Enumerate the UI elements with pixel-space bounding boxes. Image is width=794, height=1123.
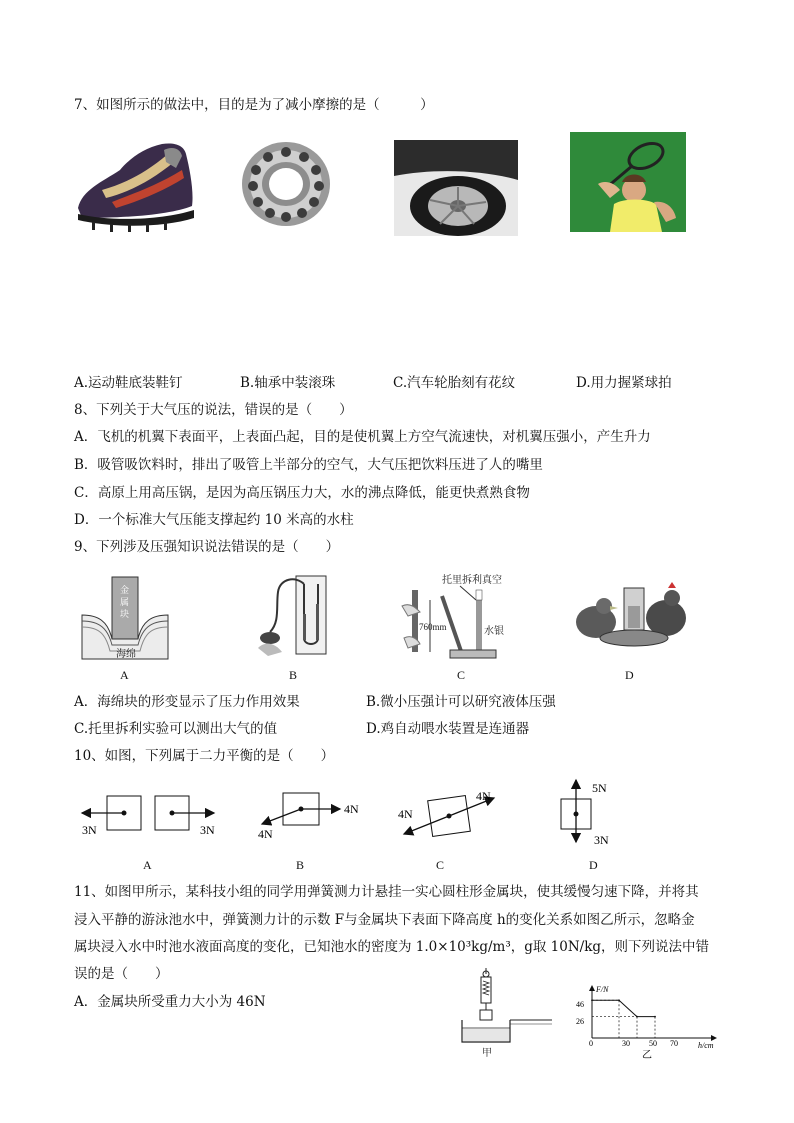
q7-option-a: A.运动鞋底装鞋钉 [74,375,183,391]
q10-diagram-d [561,780,609,846]
q10-diagram-a [82,796,215,837]
q11-figure-yi-graph [570,982,730,1062]
q9-figure-label-a: A [120,668,129,682]
q9-figure-label-c: C [457,668,466,682]
graph-x-tick-70: 70 [670,1039,678,1048]
q11-stem-line-3: 属块浸入水中时池水液面高度的变化，已知池水的密度为 1.0×10³kg/m³，g取 10N/kg，则下列说法中错 [74,939,710,955]
q11-stem-line-2: 浸入平静的游泳池水中，弹簧测力计的示数 F与金属块下表面下降高度 h的变化关系如图乙所示，忽略金 [74,912,695,928]
q9-figure-a [80,575,170,661]
q9-c-vacuum-label: 托里拆利真空 [442,575,502,586]
q10-stem: 10、如图，下列属于二力平衡的是（ ） [74,748,335,764]
q8-option-c: C．高原上用高压锅，是因为高压锅压力大，水的沸点降低，能更快煮熟食物 [74,485,530,501]
tennis-player-photo [570,132,686,232]
graph-y-tick-46: 46 [576,1000,584,1009]
q10-figure-label-c: C [436,858,445,872]
q11-option-a: A．金属块所受重力大小为 46N [74,994,266,1010]
graph-point-2 [636,1016,638,1018]
q10-figure-label-d: D [589,858,598,872]
graph-x-tick-30: 30 [622,1039,630,1048]
q10-figure-label-b: B [296,858,305,872]
q9-option-a: A．海绵块的形变显示了压力作用效果 [74,694,300,710]
q8-stem: 8、下列关于大气压的说法，错误的是（ ） [74,402,353,418]
q9-figure-label-b: B [289,668,298,682]
q10-force-diagrams [0,776,794,846]
q8-option-a: A．飞机的机翼下表面平，上表面凸起，目的是使机翼上方空气流速快，对机翼压强小，产生升力 [74,429,651,445]
q11-stem-line-4: 误的是（ ） [74,966,169,982]
q7-option-c: C.汽车轮胎刻有花纹 [393,375,516,391]
q11-stem-line-1: 11、如图甲所示，某科技小组的同学用弹簧测力计悬挂一实心圆柱形金属块，使其缓慢匀速下降，并将其 [74,884,699,900]
q10-d-up-force: 5N [592,781,607,795]
graph-series-line [592,1000,655,1016]
q9-option-b: B.微小压强计可以研究液体压强 [366,694,556,710]
q8-option-b: B．吸管吸饮料时，排出了吸管上半部分的空气，大气压把饮料压进了人的嘴里 [74,457,543,473]
q9-figure-label-d: D [625,668,634,682]
q10-figure-label-a: A [143,858,152,872]
ball-bearing-photo [236,136,336,232]
q10-b-left-force: 4N [258,827,273,841]
q10-diagram-c [398,789,494,836]
graph-x-axis-label: h/cm [698,1041,714,1050]
q7-option-b: B.轴承中装滚珠 [240,375,336,391]
graph-x-tick-50: 50 [649,1039,657,1048]
q9-option-d: D.鸡自动喂水装置是连通器 [366,721,530,737]
q9-a-block-char3: 块 [120,609,130,619]
q11-jia-label: 甲 [482,1048,492,1058]
q7-option-d: D.用力握紧球拍 [576,375,672,391]
graph-y-axis-label: F/N [596,985,609,994]
q10-b-right-force: 4N [344,802,359,816]
q10-d-down-force: 3N [594,833,609,846]
sneaker-spikes-photo [72,140,200,232]
q7-stem: 7、如图所示的做法中，目的是为了减小摩擦的是（ ） [74,97,434,113]
graph-point-1 [618,999,620,1001]
graph-y-tick-26: 26 [576,1017,584,1026]
q9-option-c: C.托里拆利实验可以测出大气的值 [74,721,278,737]
q9-stem: 9、下列涉及压强知识说法错误的是（ ） [74,539,340,555]
q8-option-d: D．一个标准大气压能支撑起约 10 米高的水柱 [74,512,354,528]
car-tire-photo [394,140,518,236]
q9-figure-d [572,572,690,656]
q10-c-right-force: 4N [476,789,491,803]
q10-a-right-force: 3N [200,823,215,837]
q9-figure-b [256,574,336,658]
graph-x-tick-0: 0 [589,1039,593,1048]
q9-a-sponge-label: 海绵 [116,649,136,660]
q9-figure-c [400,572,550,662]
q9-a-block-char2: 属 [120,597,130,607]
graph-point-3 [654,1016,656,1018]
q11-yi-label: 乙 [642,1050,652,1061]
graph-point-0 [591,999,593,1001]
q9-c-height-label: 760mm [419,622,447,632]
q11-figure-jia [452,968,556,1058]
q10-a-left-force: 3N [82,823,97,837]
q9-c-mercury-label: 水银 [484,626,504,637]
q9-a-block-char1: 金 [120,585,130,595]
q10-c-left-force: 4N [398,807,413,821]
q10-diagram-b [258,793,359,841]
